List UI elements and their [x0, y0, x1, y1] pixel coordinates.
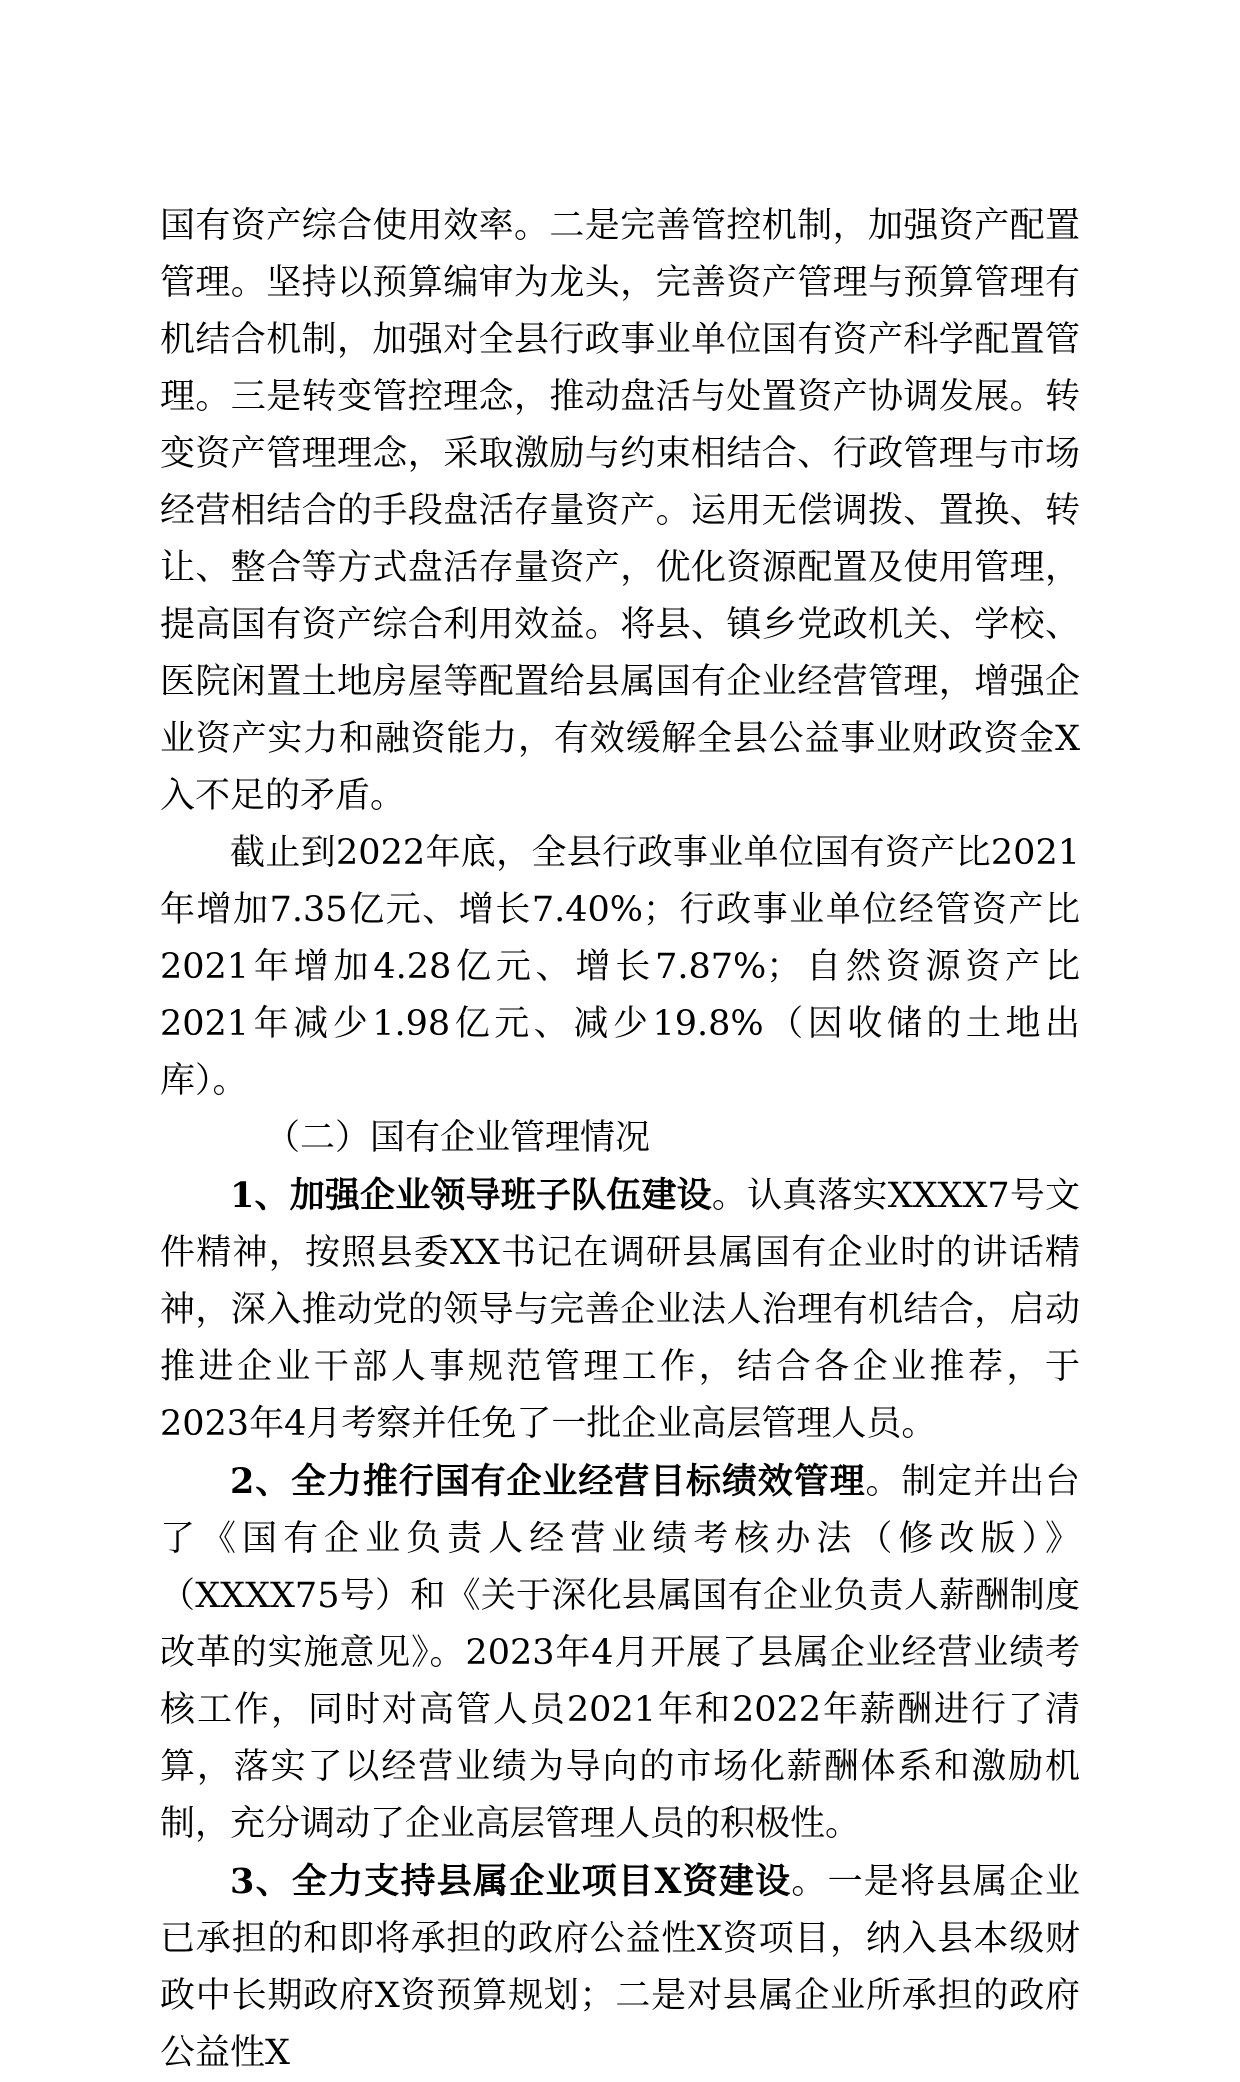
paragraph-text: 国有资产综合使用效率。二是完善管控机制，加强资产配置管理。坚持以预算编审为龙头，完善资产管理与预算管理有机结合机制，加强对全县行政事业单位国有资产科学配置管理。三是转变管控理念，推动盘活与处置资产协调发展。转变资产管理理念，采取激励与约束相结合、行政管理与市场经营相结合的手段盘活存量资产。运用无偿调拨、置换、转让、整合等方式盘活存量资产，优化资源配置及使用管理，提高国有资产综合利用效益。将县、镇乡党政机关、学校、医院闲置土地房屋等配置给县属国有企业经营管理，增强企业资产实力和融资能力，有效缓解全县公益事业财政资金X入不足的矛盾。	[160, 206, 1080, 816]
paragraph-item-1	[160, 1167, 1080, 1453]
section-heading-soe-management	[160, 1110, 1080, 1167]
paragraph-text: 。一是将县属企业已承担的和即将承担的政府公益性X资项目，纳入县本级财政中长期政府X资预算规划；二是对县属企业所承担的政府公益性X	[160, 1862, 1080, 2073]
item-title: 1、加强企业领导班子队伍建设	[230, 1175, 712, 1216]
paragraph-text: 。制定并出台了《国有企业负责人经营业绩考核办法（修改版）》（XXXX75号）和《关于深化县属国有企业负责人薪酬制度改革的实施意见》。2023年4月开展了县属企业经营业绩考核工作，同时对高管人员2021年和2022年薪酬进行了清算，落实了以经营业绩为导向的市场化薪酬体系和激励机制，充分调动了企业高层管理人员的积极性。	[160, 1462, 1080, 1844]
paragraph-item-3	[160, 1853, 1080, 2082]
item-title: 3、全力支持县属企业项目X资建设	[230, 1861, 792, 1902]
heading-text: （二）国有企业管理情况	[265, 1118, 651, 1158]
paragraph-text: 。认真落实XXXX7号文件精神，按照县委XX书记在调研县属国有企业时的讲话精神，深入推动党的领导与完善企业法人治理有机结合，启动推进企业干部人事规范管理工作，结合各企业推荐，于2023年4月考察并任免了一批企业高层管理人员。	[160, 1176, 1080, 1444]
item-title: 2、全力推行国有企业经营目标绩效管理	[230, 1461, 866, 1502]
paragraph-text: 截止到2022年底，全县行政事业单位国有资产比2021年增加7.35亿元、增长7.40%；行政事业单位经管资产比2021年增加4.28亿元、增长7.87%；自然资源资产比2021年减少1.98亿元、减少19.8%（因收储的土地出库）。	[160, 833, 1080, 1101]
paragraph-item-2	[160, 1453, 1080, 1853]
paragraph-asset-management	[160, 198, 1080, 825]
paragraph-asset-statistics	[160, 825, 1080, 1110]
